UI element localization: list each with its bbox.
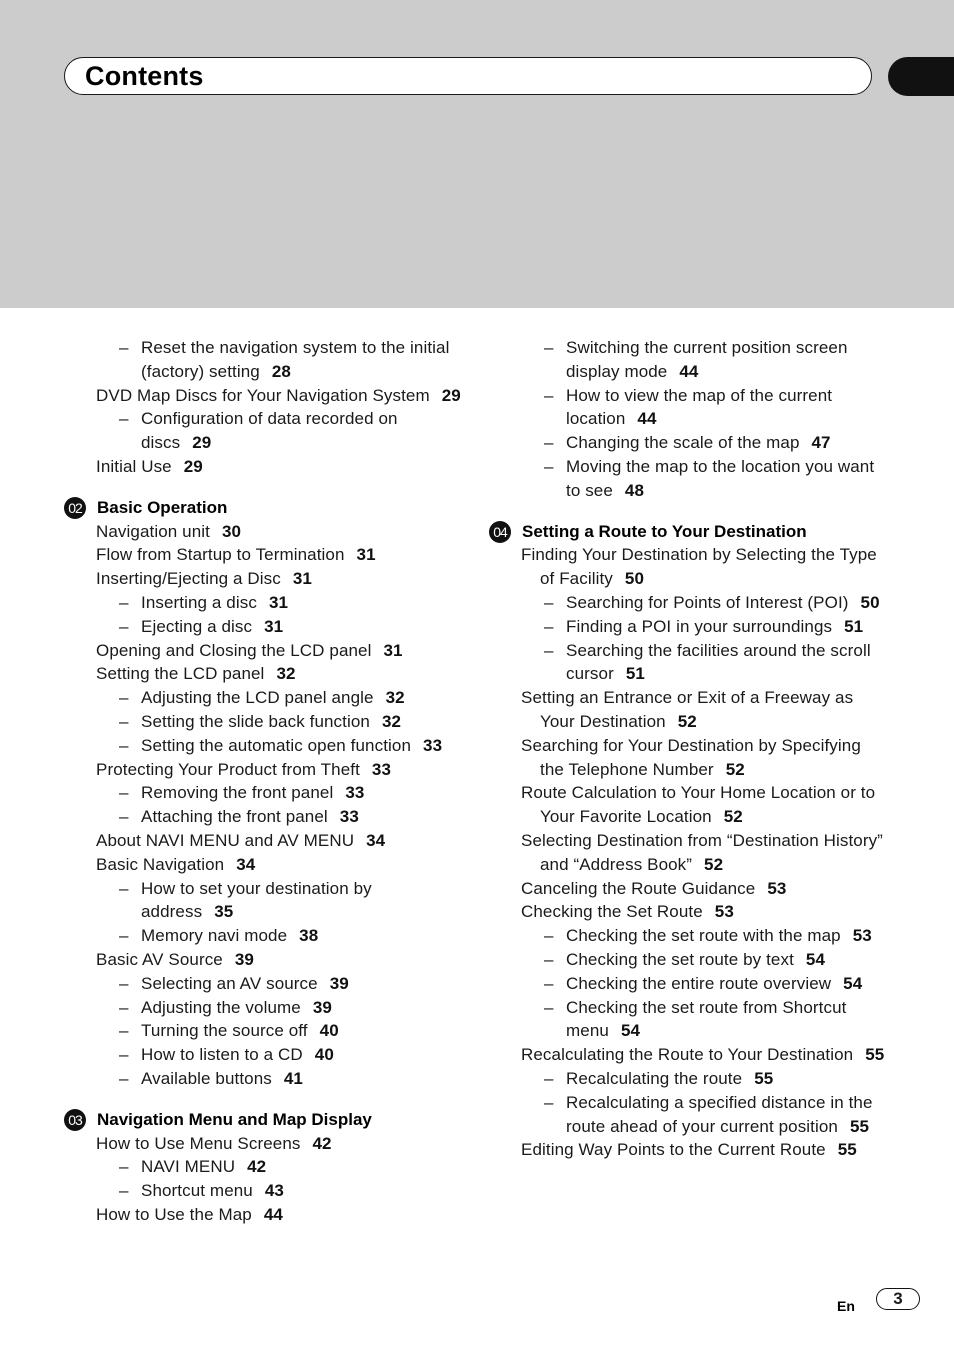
entry-page-number: 31: [292, 569, 312, 589]
toc-subentry[interactable]: [64, 1043, 464, 1067]
entry-title: Ejecting a disc: [141, 616, 253, 636]
toc-subentry[interactable]: [489, 1091, 889, 1139]
entry-title: Route Calculation to Your Home Location or to Your Favorite Location: [521, 783, 876, 827]
entry-page-number: 53: [767, 878, 787, 898]
entry-page-number: 50: [860, 592, 880, 612]
toc-subentry[interactable]: [64, 781, 464, 805]
entry-page-number: 44: [637, 409, 657, 429]
entry-page-number: 51: [625, 664, 645, 684]
entry-page-number: 39: [234, 949, 254, 969]
dash-bullet: –: [119, 1045, 129, 1065]
entry-page-number: 29: [192, 433, 212, 453]
entry-page-number: 54: [843, 973, 863, 993]
entry-page-number: 47: [811, 433, 831, 453]
dash-bullet: –: [544, 592, 554, 612]
entry-title: How to set your destination by address: [141, 878, 372, 922]
entry-page-number: 51: [844, 616, 864, 636]
dash-bullet: –: [119, 1181, 129, 1201]
dash-bullet: –: [119, 926, 129, 946]
entry-title: Recalculating the route: [566, 1068, 743, 1088]
toc-entry[interactable]: [64, 639, 464, 663]
toc-entry[interactable]: [489, 900, 889, 924]
entry-title: Attaching the front panel: [141, 807, 328, 827]
entry-title: Shortcut menu: [141, 1181, 253, 1201]
entry-page-number: 52: [723, 807, 743, 827]
entry-page-number: 29: [183, 456, 203, 476]
chapter-title: Navigation Menu and Map Display: [97, 1109, 372, 1129]
entry-title: Searching for Your Destination by Specifying the Telephone Number: [521, 735, 861, 779]
toc-subentry[interactable]: [64, 924, 464, 948]
entry-page-number: 32: [381, 711, 402, 731]
page-title: Contents: [85, 61, 204, 91]
entry-title: Turning the source off: [141, 1021, 308, 1041]
toc-right-column: [489, 336, 889, 1162]
toc-entry[interactable]: [489, 877, 889, 901]
toc-entry[interactable]: [64, 455, 464, 479]
dash-bullet: –: [119, 1021, 129, 1041]
dash-bullet: –: [119, 807, 129, 827]
entry-title: Available buttons: [141, 1068, 272, 1088]
entry-page-number: 32: [276, 664, 296, 684]
dash-bullet: –: [544, 997, 554, 1017]
chapter-title: Setting a Route to Your Destination: [522, 521, 807, 541]
entry-title: Checking the set route by text: [566, 949, 794, 969]
entry-page-number: 33: [371, 759, 392, 779]
dash-bullet: –: [544, 1068, 554, 1088]
entry-title: Removing the front panel: [141, 783, 334, 803]
entry-page-number: 30: [221, 521, 242, 541]
dash-bullet: –: [544, 949, 554, 969]
entry-title: Switching the current position screen display mode: [566, 338, 848, 381]
entry-title: Memory navi mode: [141, 926, 288, 946]
entry-page-number: 28: [271, 361, 291, 381]
dash-bullet: –: [119, 878, 129, 898]
entry-title: Inserting/Ejecting a Disc: [96, 569, 281, 589]
dash-bullet: –: [544, 616, 554, 636]
toc-entry[interactable]: [64, 948, 464, 972]
entry-page-number: 31: [268, 592, 289, 612]
toc-entry[interactable]: [64, 662, 464, 686]
entry-title: Searching the facilities around the scroll cursor: [566, 640, 871, 684]
chapter-tab: [888, 57, 954, 96]
entry-title: Basic AV Source: [96, 949, 223, 969]
entry-title: Reset the navigation system to the initial (factory) setting: [141, 338, 450, 381]
dash-bullet: –: [119, 711, 129, 731]
toc-subentry[interactable]: [489, 591, 889, 615]
entry-title: Setting the automatic open function: [141, 735, 412, 755]
toc-subentry[interactable]: [64, 972, 464, 996]
entry-title: Searching for Points of Interest (POI): [566, 592, 849, 612]
toc-subentry[interactable]: [64, 1067, 464, 1091]
entry-title: Recalculating the Route to Your Destination: [521, 1045, 854, 1065]
toc-subentry[interactable]: [64, 1155, 464, 1179]
entry-page-number: 33: [423, 735, 443, 755]
entry-title: Configuration of data recorded on discs: [141, 409, 398, 453]
toc-subentry[interactable]: [64, 996, 464, 1020]
entry-title: How to listen to a CD: [141, 1045, 303, 1065]
entry-title: Adjusting the LCD panel angle: [141, 688, 374, 708]
entry-title: Protecting Your Product from Theft: [96, 759, 360, 779]
toc-entry[interactable]: [489, 1138, 889, 1162]
entry-page-number: 53: [714, 902, 734, 922]
language-label: En: [837, 1298, 855, 1314]
toc-left-column: [64, 336, 464, 1227]
toc-subentry[interactable]: [64, 615, 464, 639]
dash-bullet: –: [119, 688, 129, 708]
entry-page-number: 31: [356, 545, 376, 565]
entry-title: Checking the set route with the map: [566, 926, 841, 946]
toc-entry[interactable]: [64, 1132, 464, 1156]
dash-bullet: –: [544, 456, 554, 476]
dash-bullet: –: [544, 1092, 554, 1112]
toc-entry[interactable]: [489, 734, 889, 782]
toc-entry[interactable]: [64, 520, 464, 544]
toc-subentry[interactable]: [64, 591, 464, 615]
dash-bullet: –: [544, 926, 554, 946]
entry-page-number: 34: [236, 854, 256, 874]
entry-page-number: 54: [620, 1021, 641, 1041]
entry-title: Canceling the Route Guidance: [521, 878, 756, 898]
entry-title: Selecting Destination from “Destination History” and “Address Book”: [521, 830, 883, 874]
entry-title: About NAVI MENU and AV MENU: [96, 830, 355, 850]
entry-title: DVD Map Discs for Your Navigation System: [96, 385, 430, 405]
entry-title: Adjusting the volume: [141, 997, 301, 1017]
entry-page-number: 38: [299, 926, 319, 946]
entry-title: Setting the slide back function: [141, 711, 370, 731]
toc-subentry[interactable]: [489, 924, 889, 948]
toc-subentry[interactable]: [64, 877, 464, 925]
toc-subentry[interactable]: [489, 455, 889, 503]
entry-title: Finding a POI in your surroundings: [566, 616, 833, 636]
chapter-heading[interactable]: [64, 496, 464, 520]
toc-subentry[interactable]: [489, 336, 889, 384]
entry-page-number: 35: [214, 902, 234, 922]
entry-page-number: 33: [345, 783, 365, 803]
chapter-title: Basic Operation: [97, 497, 228, 517]
entry-title: Setting an Entrance or Exit of a Freeway as Your Destination: [521, 688, 854, 731]
entry-title: Opening and Closing the LCD panel: [96, 640, 372, 660]
entry-page-number: 55: [850, 1116, 870, 1136]
toc-entry[interactable]: [64, 1203, 464, 1227]
entry-page-number: 42: [312, 1133, 332, 1153]
toc-subentry[interactable]: [489, 1067, 889, 1091]
chapter-number-badge: 03: [64, 1109, 86, 1131]
entry-title: Recalculating a specified distance in the route ahead of your current position: [566, 1092, 873, 1136]
toc-entry[interactable]: [64, 758, 464, 782]
entry-title: Initial Use: [96, 456, 172, 476]
entry-page-number: 55: [837, 1140, 857, 1160]
toc-entry[interactable]: [64, 384, 464, 408]
toc-subentry[interactable]: [489, 948, 889, 972]
entry-title: Flow from Startup to Termination: [96, 545, 345, 565]
entry-page-number: 39: [329, 973, 349, 993]
dash-bullet: –: [119, 1068, 129, 1088]
toc-subentry[interactable]: [489, 639, 889, 687]
entry-page-number: 32: [385, 688, 405, 708]
title-bar: [64, 57, 872, 95]
toc-entry[interactable]: [64, 853, 464, 877]
entry-title: How to Use Menu Screens: [96, 1133, 301, 1153]
entry-page-number: 52: [725, 759, 745, 779]
entry-page-number: 52: [677, 711, 697, 731]
toc-subentry[interactable]: [64, 1019, 464, 1043]
entry-title: Setting the LCD panel: [96, 664, 265, 684]
toc-subentry[interactable]: [489, 384, 889, 432]
entry-page-number: 53: [852, 926, 872, 946]
dash-bullet: –: [544, 433, 554, 453]
toc-entry[interactable]: [489, 1043, 889, 1067]
entry-title: Finding Your Destination by Selecting the Type of Facility: [521, 545, 877, 589]
entry-title: NAVI MENU: [141, 1157, 236, 1177]
entry-title: Moving the map to the location you want to see: [566, 456, 875, 500]
entry-title: Checking the Set Route: [521, 902, 703, 922]
toc-entry[interactable]: [489, 543, 889, 591]
entry-title: Checking the set route from Shortcut menu: [566, 997, 847, 1041]
entry-page-number: 44: [263, 1204, 283, 1224]
dash-bullet: –: [544, 385, 554, 405]
toc-subentry[interactable]: [64, 805, 464, 829]
toc-subentry[interactable]: [64, 1179, 464, 1203]
entry-title: Navigation unit: [96, 521, 210, 541]
entry-page-number: 50: [624, 569, 645, 589]
dash-bullet: –: [119, 409, 129, 429]
header-band: [0, 0, 954, 308]
toc-entry[interactable]: [64, 543, 464, 567]
entry-page-number: 48: [624, 480, 645, 500]
toc-entry[interactable]: [64, 567, 464, 591]
entry-title: Checking the entire route overview: [566, 973, 832, 993]
entry-page-number: 34: [366, 830, 386, 850]
entry-page-number: 33: [339, 807, 359, 827]
entry-page-number: 40: [314, 1045, 334, 1065]
entry-title: How to Use the Map: [96, 1204, 252, 1224]
chapter-number-badge: 04: [489, 521, 511, 543]
entry-page-number: 31: [264, 616, 284, 636]
toc-subentry[interactable]: [64, 710, 464, 734]
toc-entry[interactable]: [489, 829, 889, 877]
entry-page-number: 40: [319, 1021, 339, 1041]
entry-title: Selecting an AV source: [141, 973, 318, 993]
entry-title: Editing Way Points to the Current Route: [521, 1140, 826, 1160]
toc-entry[interactable]: [489, 781, 889, 829]
dash-bullet: –: [544, 973, 554, 993]
toc-subentry[interactable]: [489, 615, 889, 639]
toc-subentry[interactable]: [489, 996, 889, 1044]
entry-page-number: 31: [383, 640, 403, 660]
entry-page-number: 54: [805, 949, 826, 969]
chapter-heading[interactable]: [64, 1108, 464, 1132]
dash-bullet: –: [119, 616, 129, 636]
entry-page-number: 55: [865, 1045, 885, 1065]
entry-page-number: 42: [247, 1157, 267, 1177]
dash-bullet: –: [119, 735, 129, 755]
toc-subentry[interactable]: [64, 336, 464, 384]
page-number: 3: [876, 1288, 920, 1310]
entry-page-number: 39: [312, 997, 332, 1017]
toc-subentry[interactable]: [64, 686, 464, 710]
entry-page-number: 44: [679, 361, 699, 381]
dash-bullet: –: [544, 338, 554, 357]
entry-page-number: 43: [264, 1181, 284, 1201]
dash-bullet: –: [119, 592, 129, 612]
dash-bullet: –: [119, 997, 129, 1017]
chapter-heading[interactable]: [489, 520, 889, 544]
entry-title: How to view the map of the current location: [566, 385, 833, 429]
dash-bullet: –: [119, 338, 129, 357]
entry-title: Changing the scale of the map: [566, 433, 800, 453]
entry-page-number: 29: [441, 385, 461, 405]
toc-entry[interactable]: [489, 686, 889, 734]
dash-bullet: –: [119, 783, 129, 803]
toc-subentry[interactable]: [64, 734, 464, 758]
chapter-number-badge: 02: [64, 497, 86, 519]
entry-title: Basic Navigation: [96, 854, 225, 874]
dash-bullet: –: [119, 1157, 129, 1177]
dash-bullet: –: [119, 973, 129, 993]
entry-page-number: 52: [704, 854, 724, 874]
toc-subentry[interactable]: [489, 431, 889, 455]
entry-page-number: 41: [283, 1068, 303, 1088]
entry-title: Inserting a disc: [141, 592, 257, 612]
toc-subentry[interactable]: [64, 407, 464, 455]
toc-entry[interactable]: [64, 829, 464, 853]
entry-page-number: 55: [754, 1068, 774, 1088]
dash-bullet: –: [544, 640, 554, 660]
toc-subentry[interactable]: [489, 972, 889, 996]
